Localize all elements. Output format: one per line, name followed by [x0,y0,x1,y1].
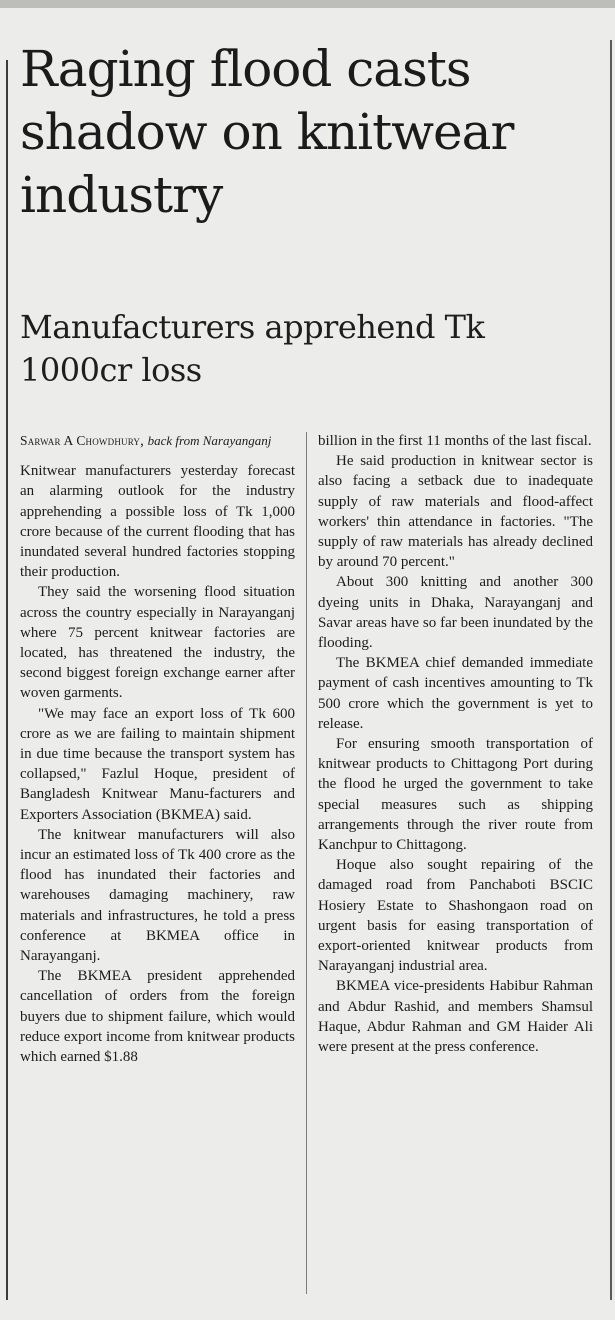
paragraph: They said the worsening flood situation across the country especially in Narayanganj where 75 percent knitwear factories are located, has threatened the industry, the second biggest foreign exchange earner after woven garments. [20,584,295,702]
paragraph: The BKMEA president apprehended cancellation of orders from the foreign buyers due to shipment failure, which would reduce export income from knitwear products which earned $1.88 [20,968,295,1066]
paragraph: Hoque also sought repairing of the damaged road from Panchaboti BSCIC Hosiery Estate to Shashongaon road on urgent basis for easing transportation of export-oriented knitwear products from Narayanganj industrial area. [318,857,593,975]
paragraph: The BKMEA chief demanded immediate payment of cash incentives amounting to Tk 500 crore which the government is yet to release. [318,655,593,732]
paragraph: billion in the first 11 months of the last fiscal. [318,433,592,449]
article-column-right [318,431,593,1057]
left-border-rule [6,60,8,1300]
paragraph: About 300 knitting and another 300 dyeing units in Dhaka, Narayanganj and Savar areas have so far been inundated by the flooding. [318,574,593,652]
headline: Raging flood casts shadow on knitwear industry [20,40,514,224]
paragraph: He said production in knitwear sector is also facing a setback due to inadequate supply of raw materials and flood-affect workers' thin attendance in factories. "The supply of raw materials has already declined by around 70 percent." [318,453,593,571]
previous-article-edge [0,0,615,8]
article-column-left [20,431,295,1067]
paragraph: Knitwear manufacturers yesterday forecast an alarming outlook for the industry apprehending a possible loss of Tk 1,000 crore because of the current flooding that has inundated several hundred factories stopping their production. [20,463,295,581]
paragraph: The knitwear manufacturers will also incur an estimated loss of Tk 400 crore as the flood has inundated their factories and warehouses damaging machinery, raw materials and infrastructures, he told a press conference at BKMEA office in Narayanganj. [20,826,295,965]
byline: Sarwar A Chowdhury, back from Narayanganj [20,433,272,449]
byline-location: back from Narayanganj [147,433,272,448]
right-border-rule [610,40,612,1300]
subheadline: Manufacturers apprehend Tk 1000cr loss [20,308,485,389]
column-divider [306,432,307,1294]
paragraph: For ensuring smooth transportation of knitwear products to Chittagong Port during the flood he urged the government to take special measures such as shipping arrangements through the river route from Kanchpur to Chittagong. [318,736,593,854]
paragraph: "We may face an export loss of Tk 600 crore as we are failing to maintain shipment in due time because the transport system has collapsed," Fazlul Hoque, president of Bangladesh Knitwear Manu-facturers and Exporters Association (BKMEA) said. [20,705,295,823]
paragraph: BKMEA vice-presidents Habibur Rahman and Abdur Rashid, and members Shamsul Haque, Abdur Rahman and GM Haider Ali were present at the press conference. [318,978,593,1056]
byline-author: Sarwar A Chowdhury [20,433,141,448]
